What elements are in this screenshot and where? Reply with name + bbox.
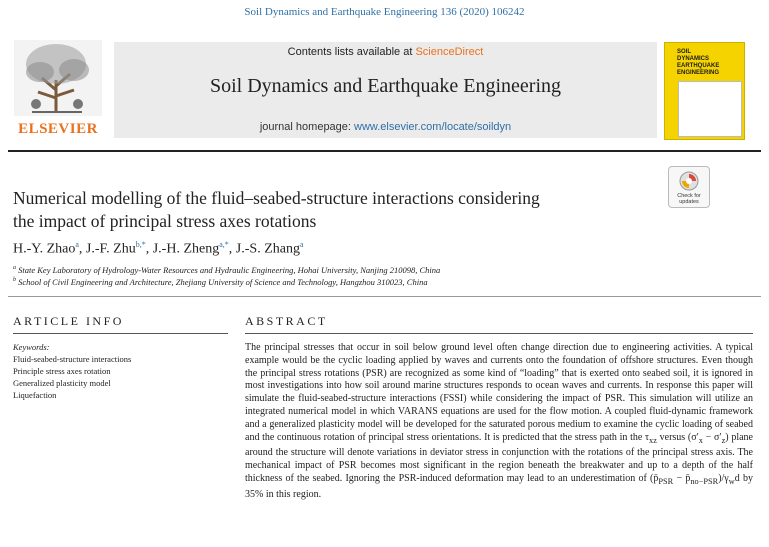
cover-line: ENGINEERING bbox=[677, 70, 720, 76]
author-name[interactable]: J.-F. Zhu bbox=[85, 241, 136, 257]
homepage-line bbox=[114, 121, 657, 133]
author-affiliation-marker[interactable]: a bbox=[75, 240, 79, 249]
affiliation bbox=[13, 277, 428, 287]
affiliation-text: School of Civil Engineering and Architecture, Zhejiang University of Science and Technology, Hangzhou 310023, China bbox=[18, 277, 428, 287]
elsevier-logo[interactable] bbox=[12, 38, 104, 138]
keyword-item[interactable]: Generalized plasticity model bbox=[13, 378, 111, 388]
check-updates-line: Check for bbox=[677, 193, 701, 199]
article-info-rule bbox=[13, 333, 228, 334]
author-affiliation-marker[interactable]: b,* bbox=[135, 240, 146, 249]
keyword-item[interactable]: Fluid-seabed-structure interactions bbox=[13, 354, 132, 364]
cover-line: DYNAMICS bbox=[677, 56, 710, 62]
abstract-rule bbox=[245, 333, 753, 334]
affiliation bbox=[13, 265, 440, 275]
header-divider bbox=[8, 296, 761, 297]
title-line: Numerical modelling of the fluid–seabed-structure interactions considering bbox=[13, 188, 540, 208]
abstract-text: − p̄ bbox=[673, 472, 691, 484]
affiliation-marker: a bbox=[13, 265, 16, 272]
author-list: H.-Y. Zhao$^a$, J.-F. Zhu$^{b,*}$, J.-H. Zheng$^{a,*}$, J.-S. Zhang$^a$ bbox=[13, 240, 304, 257]
abstract-subscript: no−PSR bbox=[690, 476, 719, 486]
check-updates-icon bbox=[679, 171, 699, 191]
homepage-prefix: journal homepage: bbox=[259, 121, 355, 133]
journal-masthead bbox=[8, 38, 763, 138]
check-updates-line: updates bbox=[679, 199, 699, 205]
affiliation-marker: b bbox=[13, 277, 16, 284]
cover-title bbox=[677, 49, 737, 77]
abstract-text: )/γ bbox=[718, 472, 729, 484]
cover-image bbox=[678, 81, 742, 137]
abstract-body bbox=[245, 342, 753, 502]
journal-title[interactable]: Soil Dynamics and Earthquake Engineering bbox=[209, 75, 561, 97]
journal-cover[interactable] bbox=[664, 42, 745, 140]
abstract-text: d by 35% in this region. bbox=[245, 472, 753, 500]
abstract-subscript: x bbox=[698, 435, 703, 445]
author-affiliation-marker[interactable]: a,* bbox=[219, 240, 229, 249]
publisher-wordmark: ELSEVIER bbox=[18, 121, 98, 137]
abstract-heading: ABSTRACT bbox=[245, 314, 328, 328]
affiliation-text: State Key Laboratory of Hydrology-Water Resources and Hydraulic Engineering, Hohai University, Nanjing 210098, China bbox=[18, 265, 441, 275]
abstract-subscript: xz bbox=[649, 435, 657, 445]
title-line: the impact of principal stress axes rotations bbox=[13, 211, 317, 231]
article-title bbox=[13, 187, 653, 233]
journal-banner bbox=[114, 42, 657, 138]
citation-line[interactable]: Soil Dynamics and Earthquake Engineering 136 (2020) 106242 bbox=[244, 6, 525, 18]
abstract-text: − σ′ bbox=[702, 431, 722, 443]
homepage-link[interactable]: www.elsevier.com/locate/soildyn bbox=[354, 121, 512, 133]
abstract-subscript: PSR bbox=[658, 476, 674, 486]
abstract-subscript: z bbox=[721, 435, 726, 445]
keyword-item[interactable]: Liquefaction bbox=[13, 390, 57, 400]
check-for-updates-badge[interactable] bbox=[668, 166, 710, 208]
author-name[interactable]: H.-Y. Zhao bbox=[13, 241, 76, 257]
author-affiliation-marker[interactable]: a bbox=[299, 240, 304, 249]
contents-prefix: Contents lists available at bbox=[287, 46, 416, 58]
article-info-heading: ARTICLE INFO bbox=[13, 314, 124, 328]
keyword-item[interactable]: Principle stress axes rotation bbox=[13, 366, 111, 376]
cover-line: SOIL bbox=[677, 49, 692, 55]
elsevier-tree-icon bbox=[12, 38, 104, 118]
abstract-text: versus (σ′ bbox=[656, 431, 699, 443]
author-name[interactable]: J.-H. Zheng bbox=[152, 241, 220, 257]
check-updates-label bbox=[669, 193, 709, 205]
abstract-text: ) plane around the structure will denote variations in deviator stress in conjunction with the rotations of the principal stress axis. The mechanical impact of PSR becomes most significant in the region beneath the breakwater and up to a depth of the half thickness of the seabed. Ignoring the PSR-induced deformation may lead to an underestimation of (p̄ bbox=[245, 431, 753, 484]
author-name[interactable]: J.-S. Zhang bbox=[235, 241, 300, 257]
contents-line bbox=[114, 46, 657, 58]
abstract-subscript: w bbox=[728, 476, 735, 486]
abstract-text: The principal stresses that occur in soil below ground level often change direction due to engineering activities. A typical example would be the cyclic loading applied by waves and currents onto the foundation of offshore structures. Even though the principal stress rotations (PSR) are recognized as some kind of “loading” that is exerted onto seabed soil, it is ignored in most investigations into how soil around marine structures responds to ocean waves and currents. In response this paper will simulate the fluid-seabed-structure interactions (FSSI) while considering the impact of PSR. This simulation will utilize an integrated numerical model in which VARANS equations are used for the flow motion. A coupled fluid-dynamic framework and a generalized plasticity model will be developed for the saturated porous medium to examine the cyclic loading of seabed and the continuous rotation of principal stress orientations. It is predicted that the stress path in the τ bbox=[245, 342, 753, 443]
cover-line: EARTHQUAKE bbox=[677, 63, 720, 69]
keywords-label: Keywords: bbox=[13, 342, 50, 352]
masthead-divider bbox=[8, 150, 761, 152]
sciencedirect-link[interactable]: ScienceDirect bbox=[415, 46, 484, 58]
